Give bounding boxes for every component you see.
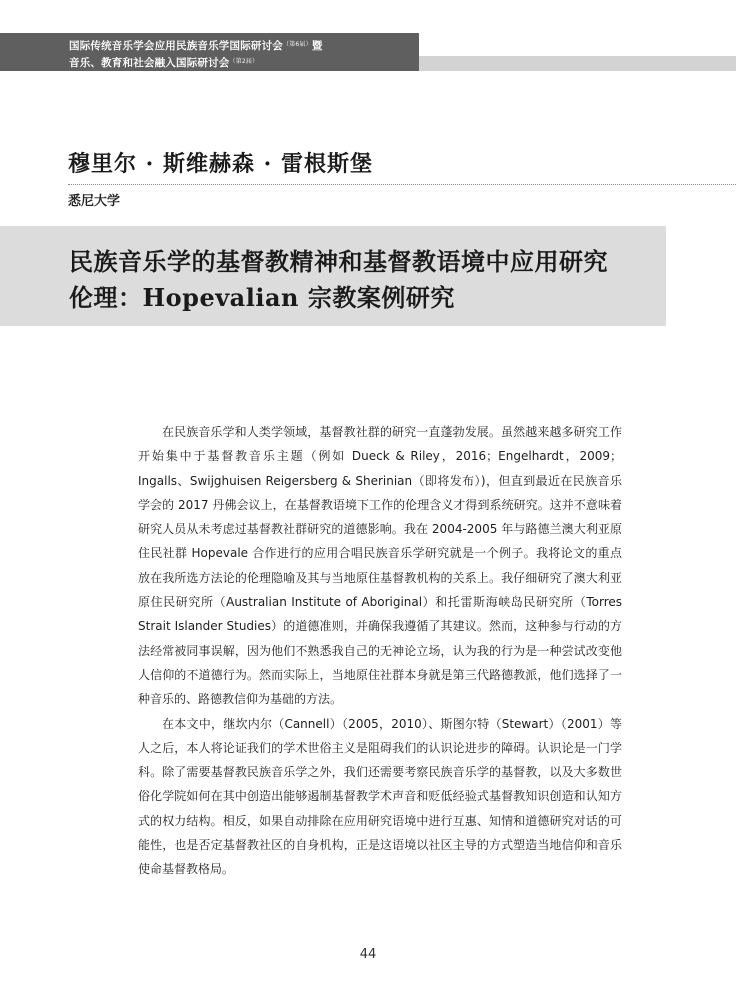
running-header-line-1: 国际传统音乐学会应用民族音乐学国际研讨会$^{(第6届)}$暨 bbox=[69, 40, 323, 52]
page-number: 44 bbox=[359, 947, 377, 962]
article-title-line-1: 民族音乐学的基督教精神和基督教语境中应用研究 bbox=[69, 247, 608, 276]
article-title bbox=[69, 244, 659, 316]
abstract-body bbox=[138, 420, 622, 882]
article-title-line-2: 伦理：Hopevalian 宗教案例研究 bbox=[69, 283, 455, 312]
author-divider bbox=[68, 184, 736, 185]
header-accent-line bbox=[419, 56, 736, 71]
running-header bbox=[69, 37, 323, 71]
author-names: 穆里尔 · 斯维赫森 · 雷根斯堡 bbox=[68, 151, 373, 177]
abstract-paragraph: 在本文中，继坎内尔（Cannell）（2005，2010）、斯图尔特（Stewart）（2001）等人之后，本人将论证我们的学术世俗主义是阻碍我们的认识论进步的障碍。认识论是一门学科。除了需要基督教民族音乐学之外，我们还需要考察民族音乐学的基督教，以及大多数世俗化学院如何在其中创造出能够遏制基督教学术声音和贬低经验式基督教知识创造和认知方式的权力结构。相反，如果自动排除在应用研究语境中进行互惠、知情和道德研究对话的可能性，也是否定基督教社区的自身机构，正是这语境以社区主导的方式塑造当地信仰和音乐使命基督教格局。 bbox=[138, 716, 622, 877]
running-header-line-2: 音乐、教育和社会融入国际研讨会$^{(第2届)}$ bbox=[69, 57, 259, 69]
author-affiliation: 悉尼大学 bbox=[68, 194, 121, 209]
abstract-paragraph: 在民族音乐学和人类学领域，基督教社群的研究一直蓬勃发展。虽然越来越多研究工作开始集中于基督教音乐主题（例如 Dueck & Riley，2016；Engelhardt，2009；Ingalls、Swijghuisen Reigersberg & Sherinian（即将发布）)，但直到最近在民族音乐学会的 2017 丹佛会议上，在基督教语境下工作的伦理含义才得到系统研究。这并不意味着研究人员从未考虑过基督教社群研究的道德影响。我在 2004-2005 年与路德兰澳大利亚原住民社群 Hopevale 合作进行的应用合唱民族音乐学研究就是一个例子。我将论文的重点放在我所选方法论的伦理隐喻及其与当地原住基督教机构的关系上。我仔细研究了澳大利亚原住民研究所（Australian Institute of Aboriginal）和托雷斯海峡岛民研究所（Torres Strait Islander Studies）的道德准则，并确保我遵循了其建议。然而，这种参与行动的方法经常被同事误解，因为他们不熟悉我自己的无神论立场，认为我的行为是一种尝试改变他人信仰的不道德行为。然而实际上，当地原住社群本身就是第三代路德教派，他们选择了一种音乐的、路德教信仰为基础的方法。 bbox=[138, 425, 622, 707]
